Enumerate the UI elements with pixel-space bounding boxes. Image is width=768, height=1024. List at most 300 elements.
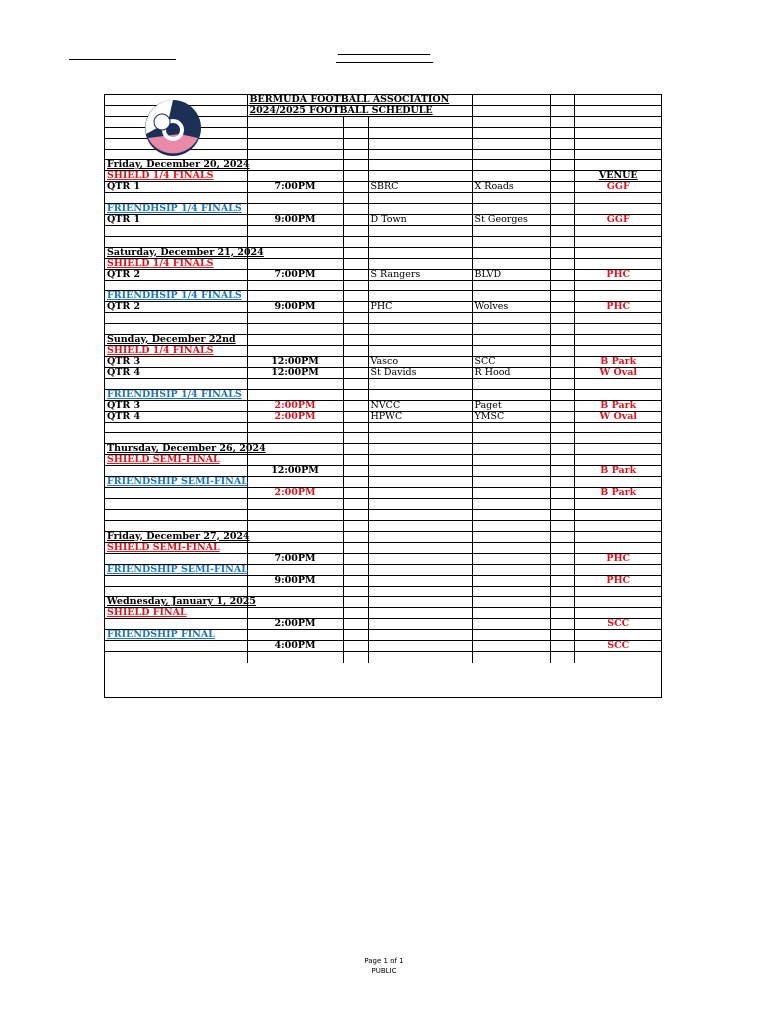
schedule-cell-col6 [550, 226, 574, 237]
schedule-row [105, 291, 662, 302]
schedule-cell-col1: Saturday, December 21, 2024 [107, 246, 264, 258]
schedule-cell-col5 [472, 575, 550, 586]
schedule-cell-col1 [105, 641, 247, 652]
schedule-row [105, 389, 662, 400]
schedule-cell-col7 [574, 586, 662, 597]
schedule-cell-col7 [574, 608, 662, 619]
schedule-cell-col2 [247, 324, 343, 335]
schedule-cell-col5 [472, 149, 550, 160]
schedule-cell-col3 [343, 215, 368, 226]
schedule-cell-col2 [247, 509, 343, 520]
schedule-cell-col5 [472, 247, 550, 258]
schedule-cell-col6 [550, 608, 574, 619]
schedule-cell-col2 [247, 258, 343, 269]
schedule-cell-col1 [105, 575, 247, 586]
schedule-cell-col7 [574, 128, 662, 139]
schedule-cell-col2 [247, 586, 343, 597]
schedule-cell-col1 [105, 324, 247, 335]
schedule-cell-col4 [368, 138, 472, 149]
schedule-cell-col3 [343, 509, 368, 520]
schedule-cell-col3 [343, 411, 368, 422]
schedule-cell-col2 [247, 389, 343, 400]
schedule-cell-col7 [574, 477, 662, 488]
schedule-cell-col3 [343, 247, 368, 258]
schedule-cell-col2 [247, 378, 343, 389]
schedule-cell-col5 [472, 542, 550, 553]
schedule-cell-col1 [105, 509, 247, 520]
schedule-cell-col7 [574, 652, 662, 663]
schedule-cell-col4 [368, 499, 472, 510]
schedule-cell-col5 [472, 564, 550, 575]
schedule-cell-col3 [343, 597, 368, 608]
schedule-row [105, 652, 662, 663]
schedule-cell-col7 [574, 345, 662, 356]
schedule-row [105, 367, 662, 378]
schedule-cell-col5 [472, 193, 550, 204]
schedule-cell-col1: Sunday, December 22nd [105, 334, 247, 345]
schedule-cell-col2 [247, 455, 343, 466]
schedule-cell-col6 [550, 117, 574, 128]
schedule-row [105, 422, 662, 433]
schedule-row [105, 280, 662, 291]
schedule-cell-col3 [343, 531, 368, 542]
schedule-cell-col7 [574, 106, 662, 117]
schedule-cell-col6 [550, 422, 574, 433]
schedule-cell-col7 [574, 226, 662, 237]
schedule-cell-col6 [550, 630, 574, 641]
schedule-cell-col3 [343, 520, 368, 531]
schedule-cell-col2 [247, 171, 343, 182]
schedule-cell-col1 [105, 313, 247, 324]
schedule-cell-col4 [368, 630, 472, 641]
signature-line-top [338, 54, 430, 55]
schedule-cell-col3 [343, 477, 368, 488]
schedule-cell-col7: GGF [574, 182, 662, 193]
schedule-cell-col3 [343, 608, 368, 619]
schedule-cell-col5: R Hood [472, 367, 550, 378]
schedule-cell-col5 [472, 280, 550, 291]
schedule-cell-col3 [343, 160, 368, 171]
schedule-cell-col6 [550, 488, 574, 499]
schedule-cell-col6 [550, 499, 574, 510]
schedule-cell-col4 [368, 652, 472, 663]
schedule-cell-col7 [574, 630, 662, 641]
schedule-cell-col4: PHC [368, 302, 472, 313]
classification-label: PUBLIC [371, 967, 397, 975]
schedule-cell-col2: 7:00PM [247, 269, 343, 280]
schedule-cell-col4 [368, 619, 472, 630]
schedule-cell-col3 [343, 334, 368, 345]
schedule-row [105, 247, 662, 258]
schedule-cell-col4 [368, 477, 472, 488]
schedule-cell-col2 [247, 291, 343, 302]
schedule-cell-col6 [550, 433, 574, 444]
schedule-cell-col3 [343, 128, 368, 139]
schedule-cell-col2 [247, 422, 343, 433]
schedule-cell-col5 [472, 204, 550, 215]
schedule-cell-col3 [343, 291, 368, 302]
schedule-cell-col4 [368, 160, 472, 171]
schedule-cell-col5: Paget [472, 400, 550, 411]
schedule-cell-col1: Wednesday, January 1, 2025 [107, 596, 257, 608]
schedule-cell-col1 [105, 193, 247, 204]
bfa-logo-icon [140, 98, 206, 158]
schedule-cell-col7 [574, 324, 662, 335]
schedule-cell-col3 [343, 652, 368, 663]
schedule-cell-col3 [343, 171, 368, 182]
schedule-cell-col1: SHIELD 1/4 FINALS [105, 258, 247, 269]
schedule-row [105, 575, 662, 586]
schedule-cell-col6 [550, 367, 574, 378]
schedule-cell-col4 [368, 193, 472, 204]
schedule-cell-col4 [368, 531, 472, 542]
schedule-cell-col1: Thursday, December 26, 2024 [107, 443, 266, 455]
schedule-cell-col2 [247, 128, 343, 139]
schedule-cell-col5 [472, 455, 550, 466]
schedule-cell-col5 [472, 641, 550, 652]
schedule-cell-col6 [550, 455, 574, 466]
schedule-cell-col2 [247, 608, 343, 619]
schedule-cell-col7: B Park [574, 488, 662, 499]
schedule-cell-col4 [368, 247, 472, 258]
schedule-row [105, 193, 662, 204]
schedule-cell-col2: 2:00PM [247, 488, 343, 499]
schedule-row [105, 619, 662, 630]
schedule-cell-col3 [343, 378, 368, 389]
schedule-cell-col6 [550, 520, 574, 531]
schedule-cell-col7: GGF [574, 215, 662, 226]
schedule-cell-col7 [574, 389, 662, 400]
schedule-cell-col1 [105, 499, 247, 510]
schedule-cell-col1 [105, 280, 247, 291]
schedule-cell-col3 [343, 258, 368, 269]
schedule-cell-col5 [472, 291, 550, 302]
schedule-cell-col6 [550, 95, 574, 106]
schedule-cell-col1: SHIELD SEMI-FINAL [105, 455, 247, 466]
schedule-cell-col4 [368, 641, 472, 652]
schedule-cell-col4 [368, 542, 472, 553]
schedule-cell-col7 [574, 291, 662, 302]
schedule-cell-col3 [343, 433, 368, 444]
schedule-cell-col6 [550, 564, 574, 575]
schedule-cell-col3 [343, 619, 368, 630]
schedule-cell-col4 [368, 345, 472, 356]
schedule-cell-col2 [247, 542, 343, 553]
schedule-cell-col3 [343, 586, 368, 597]
schedule-cell-col4 [368, 236, 472, 247]
schedule-cell-col1: FRIENDSHIP SEMI-FINAL [107, 476, 248, 488]
schedule-cell-col6 [550, 324, 574, 335]
schedule-cell-col3 [343, 422, 368, 433]
schedule-cell-col6 [550, 553, 574, 564]
schedule-cell-col3 [343, 204, 368, 215]
schedule-row [105, 171, 662, 182]
schedule-cell-col2 [247, 531, 343, 542]
schedule-cell-col3 [343, 641, 368, 652]
schedule-cell-col3 [343, 280, 368, 291]
schedule-cell-col4 [368, 204, 472, 215]
schedule-cell-col3 [343, 356, 368, 367]
schedule-cell-col6 [550, 531, 574, 542]
schedule-cell-col6 [550, 542, 574, 553]
schedule-row [105, 204, 662, 215]
schedule-cell-col4: St Davids [368, 367, 472, 378]
schedule-row [105, 597, 662, 608]
schedule-cell-col5 [472, 444, 550, 455]
schedule-cell-col3 [343, 466, 368, 477]
schedule-cell-col7 [574, 378, 662, 389]
schedule-cell-col3 [343, 564, 368, 575]
schedule-title: 2024/2025 FOOTBALL SCHEDULE [247, 106, 472, 117]
schedule-cell-col4 [368, 334, 472, 345]
schedule-cell-col7: PHC [574, 553, 662, 564]
schedule-cell-col5 [472, 258, 550, 269]
schedule-row [105, 542, 662, 553]
schedule-cell-col7 [574, 444, 662, 455]
schedule-cell-col4: HPWC [368, 411, 472, 422]
schedule-cell-col7 [574, 509, 662, 520]
schedule-row [105, 466, 662, 477]
schedule-row [105, 477, 662, 488]
schedule-cell-col6 [550, 356, 574, 367]
schedule-cell-col5 [472, 619, 550, 630]
schedule-cell-col7: PHC [574, 302, 662, 313]
schedule-cell-col5 [472, 226, 550, 237]
schedule-cell-col4 [368, 553, 472, 564]
schedule-cell-col1: QTR 4 [105, 367, 247, 378]
schedule-cell-col7: B Park [574, 356, 662, 367]
schedule-cell-col5 [472, 117, 550, 128]
schedule-cell-col6 [550, 477, 574, 488]
schedule-cell-col2 [247, 652, 343, 663]
schedule-cell-col6 [550, 291, 574, 302]
schedule-cell-col4 [368, 171, 472, 182]
schedule-cell-col1 [105, 226, 247, 237]
schedule-cell-col6 [550, 389, 574, 400]
schedule-cell-col7 [574, 138, 662, 149]
schedule-cell-col4 [368, 291, 472, 302]
schedule-cell-col4 [368, 258, 472, 269]
schedule-cell-col3 [343, 182, 368, 193]
schedule-cell-col2: 12:00PM [247, 367, 343, 378]
schedule-row [105, 334, 662, 345]
schedule-cell-col5: BLVD [472, 269, 550, 280]
schedule-cell-col7: B Park [574, 400, 662, 411]
signature-line-left [69, 59, 176, 60]
schedule-cell-col6 [550, 302, 574, 313]
schedule-cell-col4 [368, 149, 472, 160]
schedule-cell-col6 [550, 247, 574, 258]
schedule-cell-col1 [105, 236, 247, 247]
schedule-cell-col6 [550, 269, 574, 280]
schedule-cell-col4 [368, 575, 472, 586]
schedule-row [105, 444, 662, 455]
schedule-cell-col2 [247, 334, 343, 345]
schedule-cell-col3 [343, 302, 368, 313]
schedule-cell-col3 [343, 389, 368, 400]
schedule-row [105, 488, 662, 499]
schedule-cell-col6 [550, 641, 574, 652]
schedule-cell-col1: SHIELD 1/4 FINALS [105, 345, 247, 356]
schedule-cell-col1 [105, 652, 247, 663]
schedule-cell-col7 [574, 247, 662, 258]
schedule-cell-col4 [368, 586, 472, 597]
schedule-cell-col7 [574, 117, 662, 128]
schedule-cell-col4 [368, 378, 472, 389]
org-title: BERMUDA FOOTBALL ASSOCIATION [247, 95, 472, 106]
schedule-cell-col2: 7:00PM [247, 182, 343, 193]
schedule-row [105, 433, 662, 444]
schedule-cell-col7 [574, 236, 662, 247]
schedule-cell-col2 [247, 564, 343, 575]
schedule-cell-col7 [574, 280, 662, 291]
schedule-cell-col7 [574, 193, 662, 204]
schedule-row [105, 641, 662, 652]
schedule-cell-col3 [343, 553, 368, 564]
schedule-row [105, 586, 662, 597]
schedule-cell-col5 [472, 586, 550, 597]
schedule-cell-col2: 4:00PM [247, 641, 343, 652]
schedule-cell-col5 [472, 499, 550, 510]
schedule-row [105, 378, 662, 389]
schedule-row [105, 630, 662, 641]
schedule-cell-col2: 2:00PM [247, 411, 343, 422]
schedule-cell-col7: W Oval [574, 411, 662, 422]
schedule-cell-col5 [472, 433, 550, 444]
schedule-cell-col3 [343, 499, 368, 510]
schedule-cell-col7 [574, 149, 662, 160]
schedule-cell-col4: D Town [368, 215, 472, 226]
schedule-cell-col6 [550, 466, 574, 477]
schedule-cell-col6 [550, 106, 574, 117]
schedule-cell-col1: FRIENDHSIP 1/4 FINALS [105, 389, 247, 400]
schedule-row [105, 269, 662, 280]
schedule-cell-col1 [105, 433, 247, 444]
schedule-cell-col3 [343, 117, 368, 128]
schedule-cell-col1: FRIENDSHIP FINAL [105, 630, 247, 641]
schedule-cell-col4 [368, 422, 472, 433]
schedule-cell-col4 [368, 466, 472, 477]
schedule-row [105, 455, 662, 466]
schedule-row [105, 324, 662, 335]
schedule-cell-col7: SCC [574, 619, 662, 630]
schedule-cell-col4 [368, 488, 472, 499]
schedule-cell-col2: 2:00PM [247, 400, 343, 411]
schedule-cell-col2 [247, 477, 343, 488]
schedule-cell-col5 [472, 553, 550, 564]
schedule-cell-col4 [368, 313, 472, 324]
schedule-cell-col6 [550, 204, 574, 215]
schedule-cell-col4: S Rangers [368, 269, 472, 280]
schedule-row [105, 499, 662, 510]
schedule-cell-col2: 7:00PM [247, 553, 343, 564]
schedule-cell-col7: PHC [574, 269, 662, 280]
schedule-cell-col1: FRIENDHSIP 1/4 FINALS [105, 291, 247, 302]
schedule-cell-col5 [472, 236, 550, 247]
schedule-cell-col1 [105, 466, 247, 477]
schedule-cell-col1: QTR 1 [105, 215, 247, 226]
schedule-cell-col5: X Roads [472, 182, 550, 193]
schedule-cell-col2 [247, 204, 343, 215]
schedule-cell-col5: SCC [472, 356, 550, 367]
schedule-cell-col5 [472, 509, 550, 520]
schedule-cell-col1: QTR 4 [105, 411, 247, 422]
schedule-cell-col1: Friday, December 20, 2024 [107, 159, 250, 171]
schedule-cell-col5 [472, 630, 550, 641]
schedule-cell-col5 [472, 477, 550, 488]
schedule-cell-col6 [550, 258, 574, 269]
schedule-cell-col3 [343, 236, 368, 247]
schedule-cell-col3 [343, 400, 368, 411]
schedule-cell-col5 [472, 378, 550, 389]
schedule-row [105, 356, 662, 367]
schedule-cell-col2 [247, 138, 343, 149]
schedule-cell-col1 [105, 488, 247, 499]
schedule-cell-col5 [472, 160, 550, 171]
schedule-cell-col3 [343, 324, 368, 335]
schedule-cell-col4 [368, 597, 472, 608]
schedule-cell-col7 [574, 160, 662, 171]
schedule-cell-col1 [105, 586, 247, 597]
schedule-cell-col1: FRIENDHSIP 1/4 FINALS [105, 204, 247, 215]
schedule-row [105, 608, 662, 619]
schedule-cell-col7 [574, 520, 662, 531]
schedule-cell-col2 [247, 117, 343, 128]
schedule-cell-col2: 9:00PM [247, 575, 343, 586]
schedule-cell-col2: 9:00PM [247, 215, 343, 226]
schedule-cell-col4 [368, 455, 472, 466]
schedule-cell-col6 [550, 149, 574, 160]
schedule-cell-col2 [247, 226, 343, 237]
schedule-cell-col5 [472, 466, 550, 477]
schedule-cell-col2 [247, 597, 343, 608]
schedule-cell-col5 [472, 334, 550, 345]
schedule-cell-col7 [574, 422, 662, 433]
schedule-cell-col4 [368, 117, 472, 128]
schedule-cell-col6 [550, 597, 574, 608]
schedule-cell-col2: 12:00PM [247, 466, 343, 477]
schedule-cell-col3 [343, 226, 368, 237]
schedule-cell-col5 [472, 345, 550, 356]
schedule-cell-col2 [247, 280, 343, 291]
schedule-cell-col5 [472, 313, 550, 324]
schedule-cell-col4: Vasco [368, 356, 472, 367]
schedule-cell-col5 [472, 324, 550, 335]
schedule-cell-col7 [574, 455, 662, 466]
schedule-cell-col4 [368, 509, 472, 520]
schedule-cell-col2 [247, 630, 343, 641]
schedule-cell-col4 [368, 608, 472, 619]
schedule-cell-col6 [550, 138, 574, 149]
schedule-cell-col6 [550, 411, 574, 422]
schedule-cell-col7 [574, 95, 662, 106]
schedule-cell-col6 [550, 193, 574, 204]
schedule-cell-col2 [247, 193, 343, 204]
schedule-cell-col7 [574, 204, 662, 215]
schedule-row [105, 313, 662, 324]
schedule-sheet [104, 94, 662, 698]
schedule-row [105, 182, 662, 193]
schedule-row [105, 345, 662, 356]
schedule-cell-col7 [574, 433, 662, 444]
schedule-cell-col7 [574, 564, 662, 575]
schedule-cell-col1: SHIELD FINAL [105, 608, 247, 619]
schedule-row [105, 564, 662, 575]
schedule-row [105, 215, 662, 226]
schedule-cell-col5 [472, 531, 550, 542]
schedule-cell-col1: QTR 2 [105, 302, 247, 313]
schedule-cell-col5 [472, 652, 550, 663]
